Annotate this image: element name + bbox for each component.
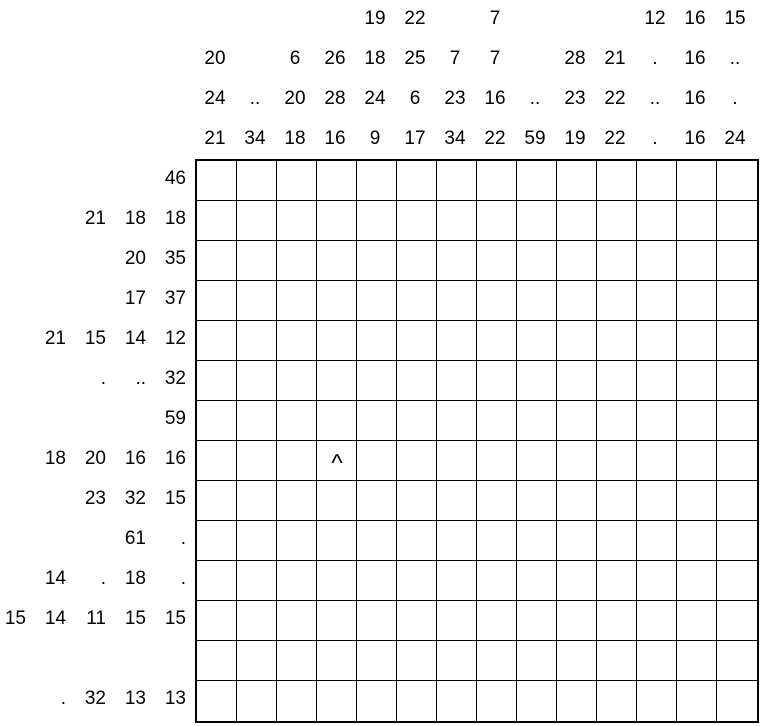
grid-cell[interactable] bbox=[237, 481, 277, 521]
grid-cell[interactable] bbox=[517, 521, 557, 561]
column-clue: . bbox=[652, 48, 658, 69]
grid-cell[interactable] bbox=[517, 281, 557, 321]
column-clue: 6 bbox=[289, 48, 301, 69]
row-clue: 13 bbox=[164, 688, 186, 709]
grid-cell[interactable] bbox=[557, 161, 597, 201]
grid-cell[interactable] bbox=[477, 601, 517, 641]
grid-cell[interactable] bbox=[277, 481, 317, 521]
column-clue: 20 bbox=[204, 48, 226, 69]
column-clue: . bbox=[652, 128, 658, 149]
row-clue: 15 bbox=[164, 608, 186, 629]
grid-cell[interactable] bbox=[317, 241, 357, 281]
row-clue: . bbox=[100, 568, 106, 589]
column-clue: 59 bbox=[524, 128, 546, 149]
grid-cell[interactable] bbox=[557, 681, 597, 721]
grid-cell[interactable] bbox=[477, 681, 517, 721]
grid-cell[interactable] bbox=[317, 361, 357, 401]
grid-cell[interactable] bbox=[557, 521, 597, 561]
grid-cell[interactable] bbox=[357, 361, 397, 401]
row-clue: . bbox=[100, 368, 106, 389]
grid-cell[interactable] bbox=[557, 201, 597, 241]
column-clue: 12 bbox=[644, 8, 666, 29]
grid-cell[interactable] bbox=[517, 681, 557, 721]
grid-cell[interactable] bbox=[677, 201, 717, 241]
row-clue: 16 bbox=[124, 448, 146, 469]
column-clue: .. bbox=[729, 48, 741, 69]
grid-cell[interactable] bbox=[677, 321, 717, 361]
grid-cell[interactable] bbox=[557, 641, 597, 681]
grid-cell[interactable] bbox=[517, 321, 557, 361]
grid-cell[interactable] bbox=[437, 481, 477, 521]
grid-cell[interactable] bbox=[677, 401, 717, 441]
column-clue: 28 bbox=[564, 48, 586, 69]
row-clue: 18 bbox=[124, 208, 146, 229]
grid-cell[interactable] bbox=[677, 561, 717, 601]
grid-cell[interactable] bbox=[637, 321, 677, 361]
grid-cell[interactable] bbox=[277, 281, 317, 321]
grid-cell[interactable] bbox=[677, 681, 717, 721]
grid-cell[interactable] bbox=[557, 241, 597, 281]
column-clue: 16 bbox=[684, 128, 706, 149]
row-clue: 21 bbox=[84, 208, 106, 229]
grid-cell[interactable] bbox=[397, 521, 437, 561]
column-clue: . bbox=[732, 88, 738, 109]
grid-cell[interactable] bbox=[237, 441, 277, 481]
grid-cell[interactable] bbox=[437, 241, 477, 281]
grid-cell[interactable] bbox=[397, 481, 437, 521]
grid-cell[interactable] bbox=[357, 161, 397, 201]
grid-cell[interactable] bbox=[717, 681, 757, 721]
grid-cell[interactable] bbox=[437, 161, 477, 201]
grid-cell[interactable] bbox=[717, 521, 757, 561]
grid-cell[interactable] bbox=[397, 441, 437, 481]
row-clue: . bbox=[60, 688, 66, 709]
row-clue: 32 bbox=[84, 688, 106, 709]
column-clue: 24 bbox=[204, 88, 226, 109]
grid-cell[interactable] bbox=[477, 401, 517, 441]
row-clue: 18 bbox=[124, 568, 146, 589]
grid-cell[interactable] bbox=[677, 641, 717, 681]
grid-cell[interactable] bbox=[317, 521, 357, 561]
grid-cell[interactable] bbox=[637, 681, 677, 721]
grid-cell[interactable] bbox=[557, 561, 597, 601]
grid-cell[interactable] bbox=[517, 401, 557, 441]
column-clue: 34 bbox=[444, 128, 466, 149]
grid-cell[interactable] bbox=[597, 521, 637, 561]
grid-cell[interactable] bbox=[517, 161, 557, 201]
grid-cell[interactable] bbox=[437, 361, 477, 401]
column-clue: 23 bbox=[444, 88, 466, 109]
grid-cell[interactable] bbox=[317, 601, 357, 641]
grid-cell[interactable] bbox=[277, 241, 317, 281]
grid-cell[interactable] bbox=[557, 481, 597, 521]
grid-cell[interactable] bbox=[477, 361, 517, 401]
grid-cell[interactable] bbox=[637, 161, 677, 201]
row-clue: 32 bbox=[164, 368, 186, 389]
row-clue: 20 bbox=[84, 448, 106, 469]
grid-cell[interactable] bbox=[597, 241, 637, 281]
grid-cell[interactable] bbox=[597, 561, 637, 601]
row-clue: 15 bbox=[4, 608, 26, 629]
grid-cell[interactable] bbox=[277, 441, 317, 481]
grid-cell[interactable] bbox=[197, 161, 237, 201]
grid-cell[interactable] bbox=[637, 361, 677, 401]
grid-cell[interactable] bbox=[557, 441, 597, 481]
grid-cell[interactable] bbox=[197, 201, 237, 241]
grid-cell[interactable] bbox=[557, 281, 597, 321]
grid-cell[interactable] bbox=[197, 481, 237, 521]
column-clue: 18 bbox=[364, 48, 386, 69]
row-clue: 14 bbox=[44, 608, 66, 629]
row-clue: 59 bbox=[164, 408, 186, 429]
column-clue: 16 bbox=[684, 88, 706, 109]
grid-cell[interactable] bbox=[277, 161, 317, 201]
column-clue: 9 bbox=[369, 128, 381, 149]
row-clue: 32 bbox=[124, 488, 146, 509]
grid-cell[interactable] bbox=[597, 161, 637, 201]
grid-cell[interactable] bbox=[597, 201, 637, 241]
grid-cell[interactable] bbox=[597, 601, 637, 641]
row-clue: 20 bbox=[124, 248, 146, 269]
grid-cell[interactable] bbox=[397, 161, 437, 201]
column-clue: 22 bbox=[484, 128, 506, 149]
grid-cell[interactable] bbox=[597, 361, 637, 401]
grid-cell[interactable] bbox=[437, 441, 477, 481]
grid-cell[interactable] bbox=[717, 321, 757, 361]
grid-cell[interactable] bbox=[517, 241, 557, 281]
grid-cell[interactable] bbox=[357, 641, 397, 681]
row-clue: 12 bbox=[164, 328, 186, 349]
grid-cell[interactable] bbox=[317, 401, 357, 441]
column-clue: .. bbox=[529, 88, 541, 109]
grid-cell[interactable] bbox=[717, 641, 757, 681]
column-clue: 22 bbox=[604, 88, 626, 109]
column-clue: 7 bbox=[449, 48, 461, 69]
grid-cell[interactable] bbox=[477, 241, 517, 281]
grid-cell[interactable] bbox=[437, 321, 477, 361]
grid-cell[interactable] bbox=[637, 441, 677, 481]
grid-cell[interactable] bbox=[277, 401, 317, 441]
grid-cell[interactable] bbox=[477, 481, 517, 521]
grid-cell[interactable] bbox=[597, 681, 637, 721]
grid-cell[interactable] bbox=[237, 641, 277, 681]
column-clue: 24 bbox=[724, 128, 746, 149]
grid-cell[interactable] bbox=[517, 561, 557, 601]
column-clue: 22 bbox=[604, 128, 626, 149]
grid-cell[interactable] bbox=[717, 201, 757, 241]
grid-cell[interactable] bbox=[357, 521, 397, 561]
column-clue: .. bbox=[649, 88, 661, 109]
grid-cell[interactable] bbox=[677, 161, 717, 201]
grid-cell[interactable] bbox=[197, 361, 237, 401]
row-clue: .. bbox=[135, 368, 146, 389]
grid-cell[interactable] bbox=[397, 321, 437, 361]
grid-cell[interactable] bbox=[237, 401, 277, 441]
row-clue: 16 bbox=[164, 448, 186, 469]
grid-cell[interactable] bbox=[477, 441, 517, 481]
grid-cell[interactable] bbox=[277, 201, 317, 241]
column-clue: 34 bbox=[244, 128, 266, 149]
grid-cell[interactable] bbox=[397, 641, 437, 681]
grid-cell[interactable] bbox=[277, 681, 317, 721]
grid-cell[interactable] bbox=[197, 281, 237, 321]
grid-cell[interactable] bbox=[317, 321, 357, 361]
grid-cell[interactable] bbox=[197, 521, 237, 561]
grid-cell[interactable] bbox=[237, 521, 277, 561]
grid-cell[interactable] bbox=[477, 201, 517, 241]
grid-cell[interactable] bbox=[357, 201, 397, 241]
grid-cell[interactable] bbox=[237, 321, 277, 361]
grid-cell[interactable] bbox=[517, 361, 557, 401]
grid-cell[interactable] bbox=[237, 201, 277, 241]
grid-cell[interactable] bbox=[437, 681, 477, 721]
grid-cell[interactable] bbox=[597, 641, 637, 681]
grid-cell[interactable] bbox=[197, 641, 237, 681]
row-clue: 15 bbox=[84, 328, 106, 349]
grid-cell[interactable] bbox=[237, 281, 277, 321]
grid-cell[interactable] bbox=[717, 561, 757, 601]
grid-cell[interactable] bbox=[397, 601, 437, 641]
grid-cell[interactable] bbox=[517, 601, 557, 641]
row-clue: 15 bbox=[124, 608, 146, 629]
row-clue: 18 bbox=[164, 208, 186, 229]
column-clue: 24 bbox=[364, 88, 386, 109]
grid-cell[interactable] bbox=[317, 681, 357, 721]
grid-cell[interactable] bbox=[517, 641, 557, 681]
row-clue: 37 bbox=[164, 288, 186, 309]
column-clue: 7 bbox=[489, 8, 501, 29]
grid-cell[interactable] bbox=[237, 161, 277, 201]
grid-cell[interactable] bbox=[717, 361, 757, 401]
row-clue: 11 bbox=[86, 608, 106, 629]
column-clue: 18 bbox=[284, 128, 306, 149]
grid-cell[interactable] bbox=[397, 241, 437, 281]
column-clue: 16 bbox=[484, 88, 506, 109]
grid-cell[interactable] bbox=[277, 521, 317, 561]
grid-cell[interactable] bbox=[597, 481, 637, 521]
grid-cell[interactable] bbox=[637, 481, 677, 521]
grid-cell[interactable] bbox=[317, 561, 357, 601]
grid-cell[interactable] bbox=[237, 561, 277, 601]
column-clue: 7 bbox=[489, 48, 501, 69]
grid-cell[interactable] bbox=[717, 601, 757, 641]
column-clue: 21 bbox=[604, 48, 626, 69]
grid-cell[interactable] bbox=[397, 281, 437, 321]
grid-cell[interactable] bbox=[197, 241, 237, 281]
row-clue: 15 bbox=[164, 488, 186, 509]
grid-cell[interactable] bbox=[197, 321, 237, 361]
grid-cell[interactable] bbox=[277, 601, 317, 641]
grid-cell[interactable] bbox=[397, 681, 437, 721]
grid-cell[interactable] bbox=[717, 441, 757, 481]
grid-cell[interactable] bbox=[437, 521, 477, 561]
grid-cell[interactable] bbox=[517, 201, 557, 241]
row-clue: 35 bbox=[164, 248, 186, 269]
column-clue: 21 bbox=[204, 128, 226, 149]
grid-cell[interactable] bbox=[637, 641, 677, 681]
grid-cell[interactable] bbox=[357, 441, 397, 481]
grid-cell[interactable] bbox=[437, 601, 477, 641]
grid-cell[interactable] bbox=[357, 281, 397, 321]
row-clue: 61 bbox=[124, 528, 146, 549]
grid-cell[interactable] bbox=[237, 601, 277, 641]
grid-cell[interactable] bbox=[357, 681, 397, 721]
grid-cell[interactable] bbox=[717, 241, 757, 281]
puzzle-grid[interactable] bbox=[195, 159, 759, 723]
grid-cell[interactable] bbox=[637, 281, 677, 321]
grid-cell[interactable] bbox=[517, 481, 557, 521]
grid-cell[interactable] bbox=[277, 561, 317, 601]
grid-cell[interactable] bbox=[317, 641, 357, 681]
column-clue: 23 bbox=[564, 88, 586, 109]
grid-cell[interactable] bbox=[357, 401, 397, 441]
grid-cell[interactable] bbox=[557, 401, 597, 441]
grid-cell[interactable] bbox=[397, 201, 437, 241]
grid-cell[interactable] bbox=[597, 401, 637, 441]
grid-cell[interactable] bbox=[637, 201, 677, 241]
grid-cell[interactable] bbox=[677, 241, 717, 281]
grid-cell[interactable] bbox=[357, 241, 397, 281]
grid-cell[interactable] bbox=[197, 561, 237, 601]
grid-cell[interactable] bbox=[357, 601, 397, 641]
row-clue: 23 bbox=[84, 488, 106, 509]
column-clue: .. bbox=[249, 88, 261, 109]
grid-cell[interactable] bbox=[437, 561, 477, 601]
row-clue: 21 bbox=[44, 328, 66, 349]
grid-cell[interactable] bbox=[197, 401, 237, 441]
row-clue: 14 bbox=[44, 568, 66, 589]
row-clue: 13 bbox=[124, 688, 146, 709]
cursor-caret-icon: ^ bbox=[331, 450, 343, 477]
column-clue: 19 bbox=[364, 8, 386, 29]
grid-cell[interactable] bbox=[477, 561, 517, 601]
grid-cell[interactable] bbox=[677, 521, 717, 561]
grid-cell[interactable] bbox=[517, 441, 557, 481]
grid-cell[interactable] bbox=[677, 601, 717, 641]
grid-cell[interactable] bbox=[677, 441, 717, 481]
row-clue: . bbox=[180, 568, 186, 589]
row-clue: 17 bbox=[124, 288, 146, 309]
grid-cell[interactable] bbox=[557, 601, 597, 641]
grid-cell[interactable] bbox=[557, 321, 597, 361]
grid-cell[interactable] bbox=[277, 641, 317, 681]
column-clue: 22 bbox=[404, 8, 426, 29]
column-clue: 20 bbox=[284, 88, 306, 109]
grid-cell[interactable] bbox=[197, 601, 237, 641]
grid-cell[interactable] bbox=[717, 401, 757, 441]
grid-cell[interactable] bbox=[637, 601, 677, 641]
column-clue: 6 bbox=[409, 88, 421, 109]
grid-cell[interactable] bbox=[357, 321, 397, 361]
grid-cell[interactable] bbox=[637, 401, 677, 441]
grid-cell[interactable] bbox=[317, 481, 357, 521]
grid-cell[interactable] bbox=[717, 481, 757, 521]
grid-cell[interactable] bbox=[637, 521, 677, 561]
grid-cell[interactable] bbox=[437, 641, 477, 681]
grid-cell[interactable] bbox=[237, 361, 277, 401]
grid-cell[interactable] bbox=[597, 281, 637, 321]
grid-cell[interactable] bbox=[597, 321, 637, 361]
grid-cell[interactable] bbox=[397, 401, 437, 441]
grid-cell[interactable] bbox=[437, 401, 477, 441]
column-clue: 28 bbox=[324, 88, 346, 109]
grid-cell[interactable] bbox=[317, 281, 357, 321]
grid-cell[interactable] bbox=[477, 281, 517, 321]
column-clue: 26 bbox=[324, 48, 346, 69]
column-clue: 17 bbox=[404, 128, 426, 149]
grid-cell[interactable] bbox=[477, 521, 517, 561]
grid-cell[interactable] bbox=[397, 361, 437, 401]
grid-cell[interactable] bbox=[717, 281, 757, 321]
grid-cell[interactable] bbox=[677, 481, 717, 521]
row-clue: . bbox=[180, 528, 186, 549]
grid-cell[interactable] bbox=[277, 321, 317, 361]
grid-cell[interactable] bbox=[637, 241, 677, 281]
grid-cell[interactable] bbox=[197, 441, 237, 481]
grid-cell[interactable] bbox=[437, 201, 477, 241]
grid-cell[interactable] bbox=[717, 161, 757, 201]
row-clue: 18 bbox=[44, 448, 66, 469]
grid-cell[interactable] bbox=[677, 361, 717, 401]
grid-cell[interactable] bbox=[277, 361, 317, 401]
grid-cell[interactable] bbox=[637, 561, 677, 601]
column-clue: 16 bbox=[324, 128, 346, 149]
grid-cell[interactable] bbox=[437, 281, 477, 321]
grid-cell[interactable] bbox=[557, 361, 597, 401]
grid-cell[interactable] bbox=[677, 281, 717, 321]
grid-cell[interactable] bbox=[477, 161, 517, 201]
grid-cell[interactable] bbox=[317, 161, 357, 201]
grid-cell[interactable] bbox=[237, 241, 277, 281]
row-clue: 46 bbox=[164, 168, 186, 189]
column-clue: 19 bbox=[564, 128, 586, 149]
grid-cell[interactable] bbox=[357, 481, 397, 521]
column-clue: 16 bbox=[684, 8, 706, 29]
grid-cell[interactable] bbox=[597, 441, 637, 481]
grid-cell[interactable] bbox=[477, 321, 517, 361]
grid-cell[interactable] bbox=[197, 681, 237, 721]
column-clue: 25 bbox=[404, 48, 426, 69]
grid-cell[interactable] bbox=[237, 681, 277, 721]
grid-cell[interactable] bbox=[357, 561, 397, 601]
row-clue: 14 bbox=[124, 328, 146, 349]
column-clue: 16 bbox=[684, 48, 706, 69]
grid-cell[interactable] bbox=[317, 201, 357, 241]
grid-cell[interactable] bbox=[397, 561, 437, 601]
grid-cell[interactable] bbox=[477, 641, 517, 681]
column-clue: 15 bbox=[724, 8, 746, 29]
